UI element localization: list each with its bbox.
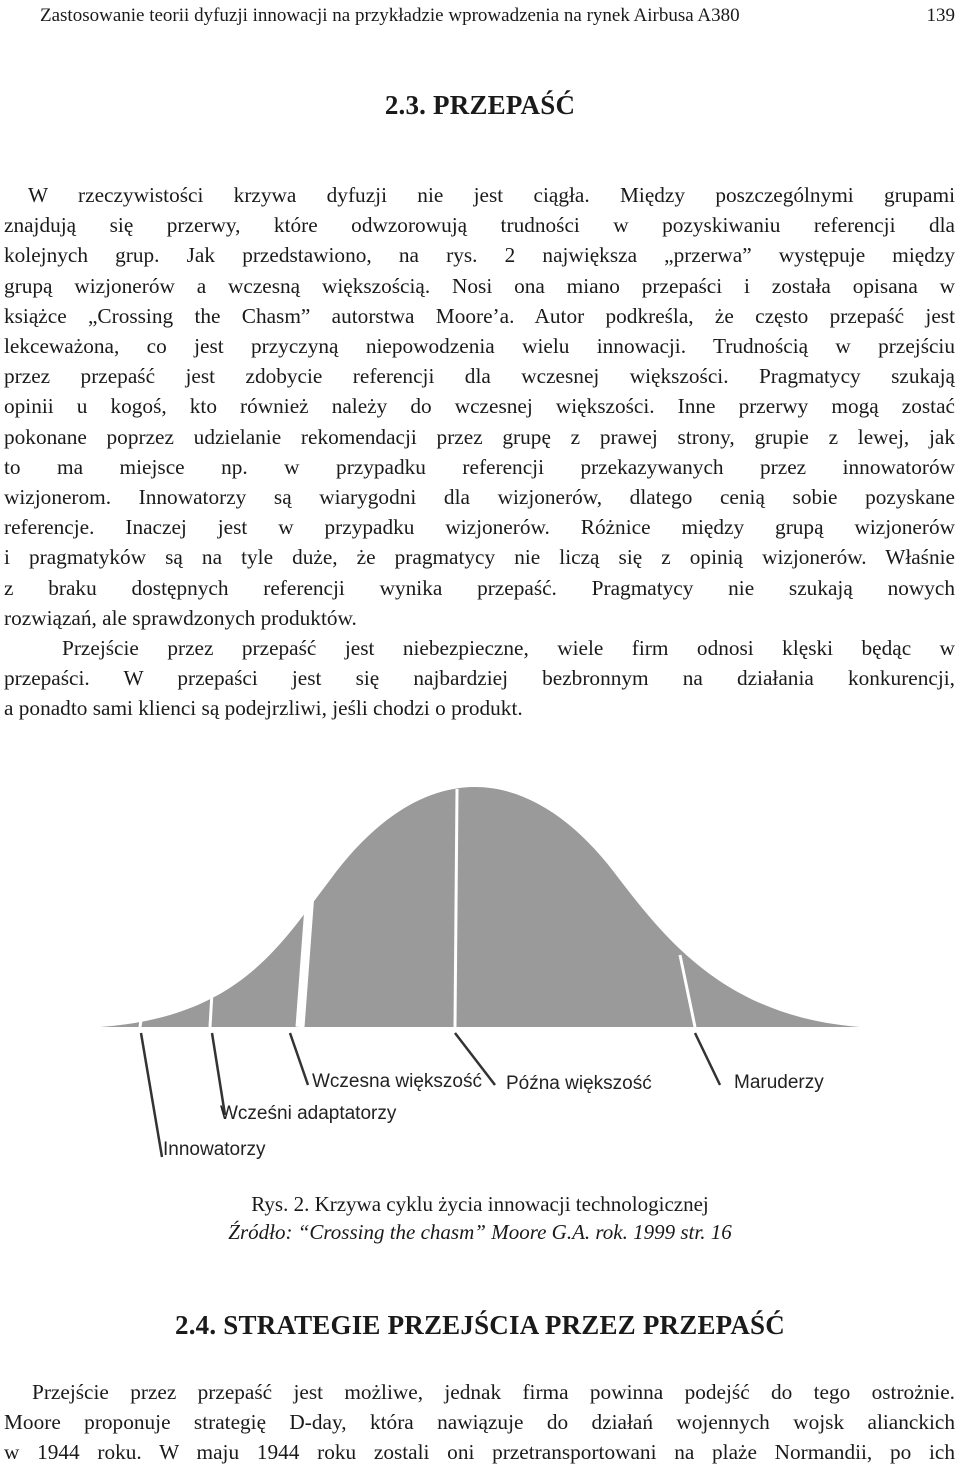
text-line: grupą wizjonerów a wczesną większością. Nosi ona miano przepaści i została opisana w <box>4 273 955 298</box>
text-line: lekceważona, co jest przyczyną niepowodzenia wielu innowacji. Trudnością w przejściu <box>4 334 955 359</box>
label-early-majority: Wczesna większość <box>312 1071 482 1092</box>
paragraph-strategies <box>4 1377 955 1468</box>
text-line: Moore proponuje strategię D-day, która nawiązuje do działań wojennych wojsk alianckich <box>4 1410 955 1435</box>
text-line: Przejście przez przepaść jest możliwe, jednak firma powinna podejść do tego ostrożnie. <box>32 1380 955 1404</box>
technology-adoption-lifecycle-figure <box>100 785 860 1175</box>
page-number: 139 <box>926 5 955 26</box>
text-line: W rzeczywistości krzywa dyfuzji nie jest ciągła. Między poszczególnymi grupami <box>28 183 955 207</box>
text-line: opinii u kogoś, kto również należy do wczesnej większości. Inne przerwy mogą zostać <box>4 394 955 419</box>
paragraph-chasm-description <box>4 180 955 633</box>
section-heading-2-3: 2.3. PRZEPAŚĆ <box>384 90 576 120</box>
text-line: przez przepaść jest zdobycie referencji dla wczesnej większości. Pragmatycy szukają <box>4 364 955 389</box>
text-line: książce „Crossing the Chasm” autorstwa Moore’a. Autor podkreśla, że często przepaść jest <box>4 303 955 328</box>
bell-curve-diagram <box>100 785 860 1175</box>
section-heading-2-4: 2.4. STRATEGIE PRZEJŚCIA PRZEZ PRZEPAŚĆ <box>175 1310 785 1340</box>
label-laggards: Maruderzy <box>734 1072 824 1093</box>
paragraph-chasm-danger <box>4 633 955 724</box>
text-line: znajdują się przerwy, które odwzorowują trudności w pozyskiwaniu referencji dla <box>4 213 955 238</box>
bell-curve-shape <box>100 787 860 1027</box>
text-line: a ponadto sami klienci są podejrzliwi, jeśli chodzi o produkt. <box>4 696 523 721</box>
text-line: referencje. Inaczej jest w przypadku wizjonerów. Różnice między grupą wizjonerów <box>4 515 955 540</box>
label-late-majority: Późna większość <box>506 1073 652 1094</box>
text-line: wizjonerom. Innowatorzy są wiarygodni dla wizjonerów, dlatego cenią sobie pozyskane <box>4 485 955 510</box>
label-innovators: Innowatorzy <box>163 1139 266 1160</box>
figure-caption: Rys. 2. Krzywa cyklu życia innowacji technologicznej <box>251 1192 709 1216</box>
text-line: rozwiązań, ale sprawdzonych produktów. <box>4 605 357 630</box>
text-line: kolejnych grup. Jak przedstawiono, na rys. 2 największa „przerwa” występuje między <box>4 243 955 268</box>
pointer-laggards <box>695 1033 720 1085</box>
label-early-adopters: Wcześni adaptatorzy <box>220 1103 397 1124</box>
text-line: to ma miejsce np. w przypadku referencji przekazywanych przez innowatorów <box>4 454 955 479</box>
text-line: przepaści. W przepaści jest się najbardziej bezbronnym na działania konkurencji, <box>4 666 955 691</box>
gap-innovators <box>140 1013 142 1027</box>
pointer-early-majority <box>290 1033 308 1085</box>
text-line: w 1944 roku. W maju 1944 roku zostali oni przetransportowani na plaże Normandii, po ich <box>4 1440 955 1465</box>
text-line: pokonane poprzez udzielanie rekomendacji przez grupę z prawej strony, grupie z lewej, jak <box>4 424 955 449</box>
pointer-innovators <box>141 1033 162 1157</box>
running-header <box>40 4 955 28</box>
figure-source: Źródło: “Crossing the chasm” Moore G.A. rok. 1999 str. 16 <box>228 1220 732 1244</box>
running-title: Zastosowanie teorii dyfuzji innowacji na przykładzie wprowadzenia na rynek Airbusa A380 <box>40 5 740 26</box>
text-line: i pragmatyków są na tyle duże, że pragmatycy nie liczą się z opinią wizjonerów. Właśnie <box>4 545 955 570</box>
gap-majority-split <box>455 789 457 1027</box>
text-line: z braku dostępnych referencji wynika przepaść. Pragmatycy nie szukają nowych <box>4 575 955 600</box>
text-line: Przejście przez przepaść jest niebezpieczne, wiele firm odnosi klęski będąc w <box>62 636 955 660</box>
